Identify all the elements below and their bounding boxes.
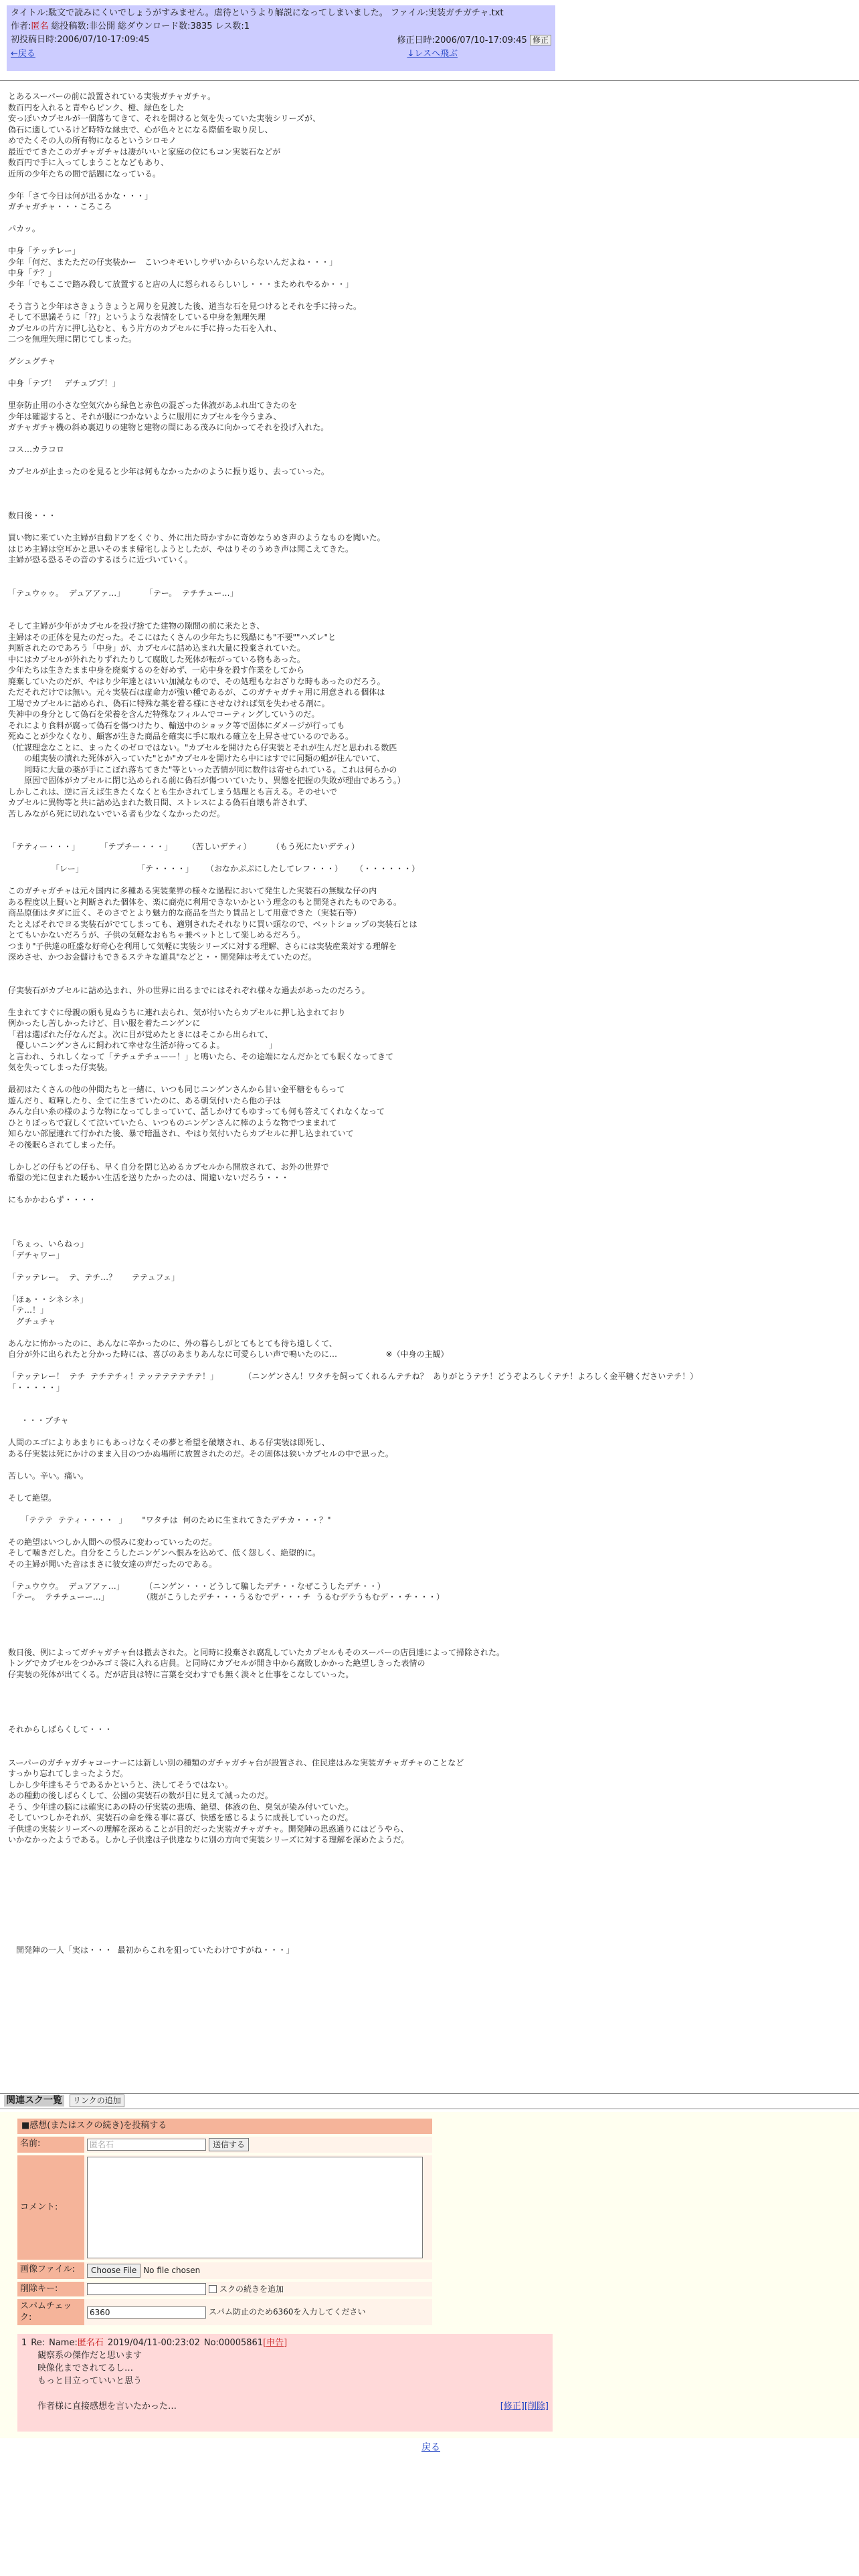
back-link[interactable]: ←戻る — [11, 49, 35, 59]
story-line — [8, 1459, 851, 1471]
story-line: 少年「でもここで踏み殺して放置すると店の人に怒られるらしいし・・・まためれやるか・・」 — [8, 279, 354, 289]
form-heading: ■感想(またはスクの続き)を投稿する — [17, 2119, 432, 2134]
comment-prefix: Re: — [31, 2338, 45, 2348]
story-line: グシュグチャ — [8, 356, 56, 366]
story-line: 数百円で手に入ってしまうことなどもあり、 — [8, 158, 169, 167]
story-line — [8, 1283, 851, 1294]
story-line: 中身「テッテレー」 — [8, 246, 80, 255]
downloads-label: 総ダウンロード数: — [118, 21, 191, 31]
story-line: 廃棄していたのだが、やはり少年達とはいい加減なもので、その処理もなおざりな時もあったのだろう。 — [8, 676, 385, 686]
story-line — [8, 1702, 851, 1713]
author-label: 作者: — [11, 21, 31, 31]
story-line: このガチャガチャは元々国内に多種ある実装業界の様々な過程において発生した実装石の無駄な仔の内 — [8, 886, 377, 895]
story-line — [8, 1426, 851, 1438]
story-line — [8, 1625, 851, 1636]
story-line: 里奈防止用の小さな空気穴から緑色と赤色の混ざった体液があふれ出てきたのを — [8, 401, 298, 410]
divider — [0, 80, 859, 81]
story-line — [8, 1404, 851, 1416]
comment-number: 1 — [21, 2338, 27, 2348]
story-line: みんな白い糸の様のような物になってしまっていて、話しかけてもゆすっても何も答えてくれなくなって — [8, 1107, 385, 1116]
story-line — [8, 1746, 851, 1757]
footer-back-link[interactable]: 戻る — [421, 2442, 440, 2453]
story-line: 知らない部屋連れて行かれた後、暴で暗温され、やはり気付いたらカプセルに押し込まれていて — [8, 1129, 354, 1138]
story-line: そしていつしかそれが、実装石の命を殊る事に喜び、快感を感じるように成長していったのだ。 — [8, 1813, 353, 1822]
story-line: 「テュウゥゥ。 デュアアァ…」 「テー。 テチチュー…」 — [8, 588, 238, 598]
story-line: 中身「テブ！ デチュブブ！」 — [8, 379, 120, 388]
choose-file-button[interactable]: Choose File — [87, 2264, 140, 2278]
story-line: ある仔実装は死にかけのまま入目のつかぬ場所に放置されたのだ。その固体は狭いカプセルの中で思った。 — [8, 1448, 393, 1459]
posts-value: 非公開 — [88, 21, 115, 31]
comment-form — [17, 2119, 432, 2325]
story-line: スーパーのガチャガチャコーナーには新しい別の種類のガチャガチャ台が設置され、住民達はみな実装ガチャガチャのことなど — [8, 1757, 464, 1767]
comment-body — [21, 2349, 549, 2413]
story-line: 偽石に適しているけど時特な縁虫で、心が色々とになる際値を取り戻し、 — [8, 124, 273, 134]
downloads-value: 3835 — [190, 21, 213, 31]
story-line: 安っぽいカプセルが一個落ちてきて、それを開けると気を失っていた実装シリーズが、 — [8, 114, 320, 123]
modified-line — [397, 33, 551, 47]
story-line — [8, 213, 851, 224]
story-line: 最近でてきたこのガチャガチャは凄がいいと家庭の位にもコン実装石などが — [8, 146, 281, 156]
comment-footer: 作者様に直接感想を言いたかった… — [37, 2401, 177, 2411]
story-line — [8, 1713, 851, 1725]
story-line: 気を失ってしまった仔実装。 — [8, 1063, 113, 1072]
story-line: すっかり忘れてしまったようだ。 — [8, 1769, 128, 1778]
story-line: しかしこれは、逆に言えば生きたくなくとも生かされてしまう処理とも言える。そのせいで — [8, 786, 338, 796]
story-line — [8, 1570, 851, 1581]
story-line: カプセルが止まったのを見ると少年は何もなかったかのように振り返り、去っていった。 — [8, 467, 329, 476]
story-line: 買い物に来ていた主婦が自動ドアをくぐり、外に出た時かすかに奇妙なうめき声のようなものを聞いた。 — [8, 533, 385, 542]
comment-line: もっと目立っていいと思う — [37, 2376, 142, 2386]
story-line: たとえばそれでヨる実装石がでてしまっても、適別されたそれなりに買い頭なので、ペットショップの実装石とは — [8, 919, 417, 929]
story-line — [8, 522, 851, 533]
story-line: 主婦はその正体を見たのだった。そこにはたくさんの少年たちに残酷にも"不要""ハズレ"と — [8, 632, 337, 642]
story-line — [8, 1856, 851, 1868]
story-line — [8, 1680, 851, 1691]
story-line: そう言うと少年はさきょうきょうと周りを見渡した後、道当な石を見つけるとそれを手に持った。 — [8, 301, 362, 311]
story-line: 深めさせ、かつお金儲けもできるステキな道具"などと・・開発陣は考えていたのだ。 — [8, 952, 316, 962]
story-line: カプセルの片方に押し込むと、もう片方のカプセルに手に持った石を入れ、 — [8, 323, 282, 333]
story-line — [8, 1481, 851, 1493]
story-line: 「ほぁ・・シネシネ」 — [8, 1294, 88, 1304]
story-line: 「ちぇっ、いらねっ」 — [8, 1239, 89, 1249]
story-line: 「テティー・・・」 「テプチー・・・」 （苦しいデティ） （もう死にたいデティ） — [8, 842, 360, 851]
story-line — [8, 1934, 851, 1945]
story-line: 人間のエゴによりあまりにもあっけなくその夢と希望を破壊され、ある仔実装は即死し、 — [8, 1438, 330, 1447]
delete-key-input[interactable] — [87, 2283, 206, 2295]
story-line: （忙謀理念なことに、まったくのゼロではない。"カプセルを開けたら仔実装とそれが生んだと思われる数匹 — [8, 742, 397, 752]
append-checkbox[interactable] — [209, 2285, 217, 2293]
story-line: 「・・・・・」 — [8, 1382, 65, 1392]
story-line: それからしばらくして・・・ — [8, 1725, 113, 1734]
author-line — [11, 20, 250, 33]
story-line — [8, 1603, 851, 1614]
story-line — [8, 1360, 851, 1372]
name-label: 名前: — [17, 2137, 84, 2153]
title-text: 駄文で読みにくいでしょうがすみません。虐待というより解説になってしまいました。 — [48, 8, 388, 18]
res-value: 1 — [244, 21, 250, 31]
story-line: 「テッテレー。 テ、テチ…？ テテュフェ」 — [8, 1272, 179, 1282]
header-box — [7, 5, 555, 71]
story-line: その主婦が聞いた音はまさに彼女達の声だったのである。 — [8, 1559, 217, 1569]
story-line — [8, 1261, 851, 1272]
story-line — [8, 433, 851, 445]
story-line: めでたくその人の所有物になるというシロモノ — [8, 136, 177, 145]
spam-label: スパムチェック: — [17, 2299, 84, 2325]
story-line: コス…カラコロ — [8, 445, 65, 454]
story-line — [8, 1073, 851, 1085]
story-line — [8, 389, 851, 401]
story-line — [8, 1636, 851, 1647]
comment-entry — [17, 2334, 553, 2432]
story-line: 数百円を入れると青やらピンク、橙、緑色をした — [8, 102, 185, 112]
story-line: 少年「さて今日は何が出るかな・・・」 — [8, 191, 153, 201]
story-line — [8, 599, 851, 610]
story-line: 二つを無理矢理に閉じてしまった。 — [8, 334, 137, 344]
comment-textarea[interactable] — [87, 2157, 423, 2258]
story-text — [8, 91, 851, 1956]
story-line: グチュチャ — [8, 1316, 56, 1326]
story-line — [8, 875, 851, 886]
story-line: 同時に大量の薬が手にこぼれ落ちてきた"等といった苦情が同に数件は寄せられている。これは何らかの — [8, 764, 397, 774]
story-line: 主婦が恐る恐るその音のするほうに近づいていく。 — [8, 555, 193, 564]
story-line: ただそれだけでは無い。元々実装石は虚命力が強い種であるが、このガチャガチャ用に用意される個体は — [8, 687, 385, 697]
story-line: あの種動の後しばらくして、公園の実装石の数が目に見えて減ったのだ。 — [8, 1791, 273, 1800]
story-line: 近所の少年たちの間で話題になっている。 — [8, 169, 161, 179]
story-line: トングでカプセルをつかみゴミ袋に入れる店員。と同時にカプセルが開き中から腐敗しかかった絶望しきった表情の — [8, 1658, 425, 1668]
story-line — [8, 290, 851, 301]
story-line — [8, 963, 851, 974]
story-line: 商品原価はタダに近く、そのさでとより魅力的な商品を当たり賃品として用意できた（実装石等） — [8, 908, 361, 918]
author-name: 匿名 — [31, 21, 49, 31]
delete-key-label: 削除キー: — [17, 2282, 84, 2297]
story-line — [8, 996, 851, 1007]
posts-label: 総投稿数: — [51, 21, 89, 31]
comment-name-label: Name: — [49, 2338, 78, 2348]
no-file-text: No file chosen — [143, 2266, 201, 2275]
story-line: 失神中の身分として偽石を栄養を含んだ特殊なフィルムでコーティングしていうのだ。 — [8, 710, 320, 719]
story-line: 中にはカプセルが外れたりずれたりして腐敗した死体が転がっている物もあった。 — [8, 654, 305, 664]
spam-hint: スパム防止のため6360を入力してください — [209, 2307, 366, 2317]
story-line: 死ぬことが少なくなり、顧客が生きた商品を確実に手に取れる確立を上昇させているのである。 — [8, 732, 354, 741]
story-line: しかし少年達もそうであるかというと、決してそうではない。 — [8, 1780, 233, 1790]
story-line: 「デチャワー」 — [8, 1250, 64, 1260]
story-line: 仔実装の死体が出てくる。だが店員は特に言葉を交わすでも無く淡々と仕事をこなしていった。 — [8, 1669, 354, 1679]
story-line — [8, 819, 851, 831]
title-label: タイトル: — [11, 8, 49, 18]
story-line — [8, 1393, 851, 1404]
comment-line: 映像化までされてるし… — [37, 2363, 134, 2373]
story-line: と言われ、うれしくなって「テチュテチューー！」と鳴いたら、その途端になんだかとても眠くなってきて — [8, 1051, 394, 1061]
story-line: 遊んだり、喧嘩したり、全てに生きていたのに、ある朝気付いたら他の子は — [8, 1095, 282, 1105]
story-line — [8, 1691, 851, 1703]
story-line: しかしどの仔もどの仔も、早く自分を閉じ込めるカプセルから開放されて、お外の世界で — [8, 1162, 329, 1172]
modified-label: 修正日時: — [397, 35, 435, 45]
story-line — [8, 1184, 851, 1195]
story-line: 例かったし苦しかったけど、目い服を着たニンゲンに — [8, 1018, 201, 1028]
append-label: スクの続きを追加 — [219, 2284, 284, 2294]
story-line — [8, 1901, 851, 1912]
story-line — [8, 1228, 851, 1239]
story-line: 数日後・・・ — [8, 511, 57, 520]
story-line — [8, 974, 851, 985]
story-line — [8, 1150, 851, 1162]
story-line: パカッ。 — [8, 224, 40, 233]
story-line — [8, 1216, 851, 1228]
story-line: 少年たちは生きたまま中身を廃棄するのを好めず、一応中身を殺す作業をしてから — [8, 665, 305, 675]
add-link-button[interactable]: リンクの追加 — [70, 2095, 124, 2107]
story-line — [8, 1868, 851, 1879]
story-line — [8, 1912, 851, 1923]
story-line — [8, 179, 851, 191]
story-line — [8, 1503, 851, 1515]
story-line: 少年「何だ、またただの仔実装かー こいつキモいしウザいからいらないんだよね・・・」 — [8, 257, 338, 267]
related-title: 関連スク一覧 — [4, 2095, 64, 2107]
file-name: 実装ガチガチャ.txt — [428, 8, 504, 18]
story-line — [8, 1327, 851, 1338]
story-line: その後眠らされてしまった仔。 — [8, 1140, 121, 1150]
story-line — [8, 367, 851, 379]
story-line — [8, 576, 851, 588]
story-line: 苦しい。辛い。痛い。 — [8, 1471, 89, 1481]
modified-date: 2006/07/10-17:09:45 — [434, 35, 527, 45]
story-line: 生まれてすぐに母親の頭も見ぬうちに連れ去られ、気が付いたらカプセルに押し込まれており — [8, 1007, 346, 1017]
comment-form-area — [0, 2112, 859, 2438]
comment-date: 2019/04/11-00:23:02 — [107, 2338, 200, 2348]
story-line — [8, 1614, 851, 1625]
related-bar — [0, 2093, 859, 2109]
story-line: そして不思議そうに「??」というような表情をしている中身を無理矢理 — [8, 312, 266, 322]
first-post-date: 2006/07/10-17:09:45 — [57, 35, 150, 45]
story-line: 「テー。 テチチューー…」 （腹がこうしたデチ・・・うるむでデ・・・チ うるむデテうもむデ・・チ・・・） — [8, 1592, 445, 1602]
story-line: ひとりぼっちで寂しくて泣いていたら、いつものニンゲンさんに棒のような物でつままれて — [8, 1117, 337, 1128]
story-line — [8, 455, 851, 467]
story-line — [8, 566, 851, 577]
title-line — [11, 7, 504, 20]
story-line: 「テテテ テティ・・・・ 」 "ワタチは 何のために生まれてきたデチカ・・・？" — [8, 1515, 331, 1525]
name-input[interactable]: 匿名石 — [87, 2139, 206, 2151]
story-line: そして噛きだした。自分をこうしたニンゲンへ恨みを込めて、低く怨しく、絶望的に。 — [8, 1548, 321, 1558]
story-line — [8, 345, 851, 356]
story-line: 原因で固体がカプセルに閉じ込められる前に偽石が傷ついていたり、異態を把握の失敗が理由であろう。） — [8, 776, 405, 785]
story-line: 「君は選ばれた仔なんだよ。次に目が覚めたときにはそこから出られて、 — [8, 1029, 273, 1039]
story-line — [8, 1846, 851, 1857]
story-line: そして主婦が少年がカプセルを投げ捨てた建物の隙間の前に来たとき、 — [8, 621, 265, 631]
story-line — [8, 477, 851, 489]
first-post-line — [11, 33, 149, 47]
story-line: 子供達の実装シリーズへの理解を深めることが目的だった実装ガチャガチャ。開発陣の思惑通りにはどうやら、 — [8, 1824, 409, 1834]
story-line: あんなに怖かったのに、あんなに辛かったのに、外の暮らしがとてもとても待ち遠しくて、 — [8, 1338, 337, 1348]
story-line: 開発陣の一人「実は・・・ 最初からこれを狙っていたわけですがね・・・」 — [8, 1945, 294, 1955]
story-line: の蛆実装の漬れた死体が入っていた"とか"カプセルを開けたら中にはすでに同類の蛆が住んでいて、 — [8, 754, 385, 763]
story-line — [8, 1206, 851, 1217]
story-line: 希望の光に包まれた暖かい生活を送りたかったのは、間違いないだろう・・・ — [8, 1173, 290, 1182]
story-line — [8, 831, 851, 842]
story-line: 「テッテレー！ テチ テチテチィ！テッテテテテチテ！」 （ニンゲンさん！ワタチを飼ってくれるんテチね？ ありがとうテチ！どうぞよろしくテチ！よろしく金平糖くださいテチ！） — [8, 1372, 698, 1381]
story-line: 少年は確認すると、それが服につかないように服用にカプセルを今うまみ、 — [8, 411, 282, 421]
comment-line: 観察系の傑作だと思います — [37, 2351, 142, 2361]
story-line: ある程度以上賢いと判断された個体を、楽に商売に利用できないかという理念のもと開発されたものである。 — [8, 897, 402, 907]
story-line — [8, 1735, 851, 1747]
story-line — [8, 1525, 851, 1537]
story-line: ガチャガチャ・・・ころころ — [8, 202, 112, 211]
story-line: 自分が外に出られたと分かった時には、喜びのあまりあんなに可愛らしい声で鳴いたのに… ※（中身の主観） — [8, 1350, 449, 1359]
story-line: そう、少年達の脳には確実にあの時の仔実装の悲鳴、絶望、体液の色、臭気が染み付いていた。 — [8, 1802, 354, 1812]
story-line: 中身「テ？」 — [8, 268, 57, 278]
image-label: 画像ファイル: — [17, 2262, 84, 2279]
story-line: その絶望はいつしか人間への恨みに変わっていったのだ。 — [8, 1537, 217, 1547]
story-line — [8, 500, 851, 511]
story-line: 仔実装石がカプセルに詰め込まれ、外の世界に出るまでにはそれぞれ様々な過去があったのだろう。 — [8, 985, 370, 995]
story-line — [8, 1890, 851, 1901]
story-line: とあるスーパーの前に設置されている実装ガチャガチャ。 — [8, 92, 216, 101]
story-line: 「テ…！」 — [8, 1305, 49, 1315]
comment-author: 匿名石 — [77, 2338, 104, 2348]
fix-button[interactable]: 修正 — [530, 35, 551, 45]
story-line: ガチャガチャ機の斜め裏辺りの建物と建物の間にある茂みに向かってそれを投げ入れた。 — [8, 423, 329, 432]
story-line: 工場でカプセルに詰められ、偽石に特殊な薬を着る様にさせなければ気を失わせる剤に。 — [8, 698, 330, 708]
story-line: いかなかったようである。しかし子供達は子供達なりに別の方向で実装シリーズに対する理解を深めたようだ。 — [8, 1835, 409, 1844]
story-line — [8, 235, 851, 246]
story-line: 優しいニンゲンさんに飼われて幸せな生活が待ってるよ。 」 — [8, 1041, 277, 1050]
report-link[interactable]: [申告] — [263, 2338, 288, 2348]
story-line — [8, 1879, 851, 1890]
story-line: 「レー」 「テ・・・・」 （おなかぷぷにしたしてレフ・・・） （・・・・・・） — [8, 864, 420, 873]
file-label: ファイル: — [391, 8, 429, 18]
edit-delete-link[interactable]: [修正][削除] — [500, 2401, 549, 2411]
jump-to-res-link[interactable]: ↓レスへ飛ぶ — [407, 49, 458, 59]
story-line: とてもいかないだろうが、子供の気軽なおもちゃ兼ペットとして楽しめるだろう。 — [8, 930, 306, 940]
story-line — [8, 853, 851, 864]
submit-button[interactable]: 送信する — [209, 2138, 249, 2152]
story-line: ・・・ブチャ — [8, 1416, 69, 1425]
comment-no: No:00005861 — [203, 2338, 264, 2348]
res-label: レス数: — [215, 21, 244, 31]
story-line: 「テュウウウ。 デュアアァ…」 （ニンゲン・・・どうして騙したデチ・・なぜこうしたデチ・・） — [8, 1581, 385, 1591]
story-line: 数日後、例によってガチャガチャ台は撤去された。と同時に投棄され腐乱していたカプセルもそのスーパーの店員達によって掃除された。 — [8, 1647, 504, 1657]
story-line: つまり"子供達の旺盛な好奇心を利用して気軽に実装シリーズに対する理解、さらには実装産業対する理解を — [8, 941, 397, 951]
story-line: 最初はたくさんの他の仲間たちと一緒に、いつも同じニンゲンさんから甘い金平糖をもらって — [8, 1085, 345, 1094]
story-line: カプセルに異物等と共に詰め込まれた数日間、ストレスによる偽石自壊も許されず、 — [8, 798, 312, 807]
comment-label: コメント: — [17, 2155, 84, 2260]
story-line: はじめ主婦は空耳かと思いそのまま帰宅しようとしたが、やはりそのうめき声は聞こえてきた。 — [8, 544, 354, 554]
story-line: そして絶望。 — [8, 1493, 57, 1503]
story-line: それにより食料が腐って偽石を傷つけたり、輸送中のショック等で固体にダメージが行っても — [8, 720, 345, 730]
story-line: にもかかわらず・・・・ — [8, 1195, 97, 1204]
spam-input[interactable]: 6360 — [87, 2306, 206, 2319]
story-line — [8, 1923, 851, 1934]
first-post-label: 初投稿日時: — [11, 35, 58, 45]
story-line — [8, 488, 851, 500]
story-line — [8, 610, 851, 621]
story-line: 苦しみながら死に切れないでいる者も少なくなかったのだ。 — [8, 809, 225, 819]
story-line: 判断されたのであろう「中身」が、カプセルに詰め込まれ大量に投棄されていた。 — [8, 643, 305, 653]
